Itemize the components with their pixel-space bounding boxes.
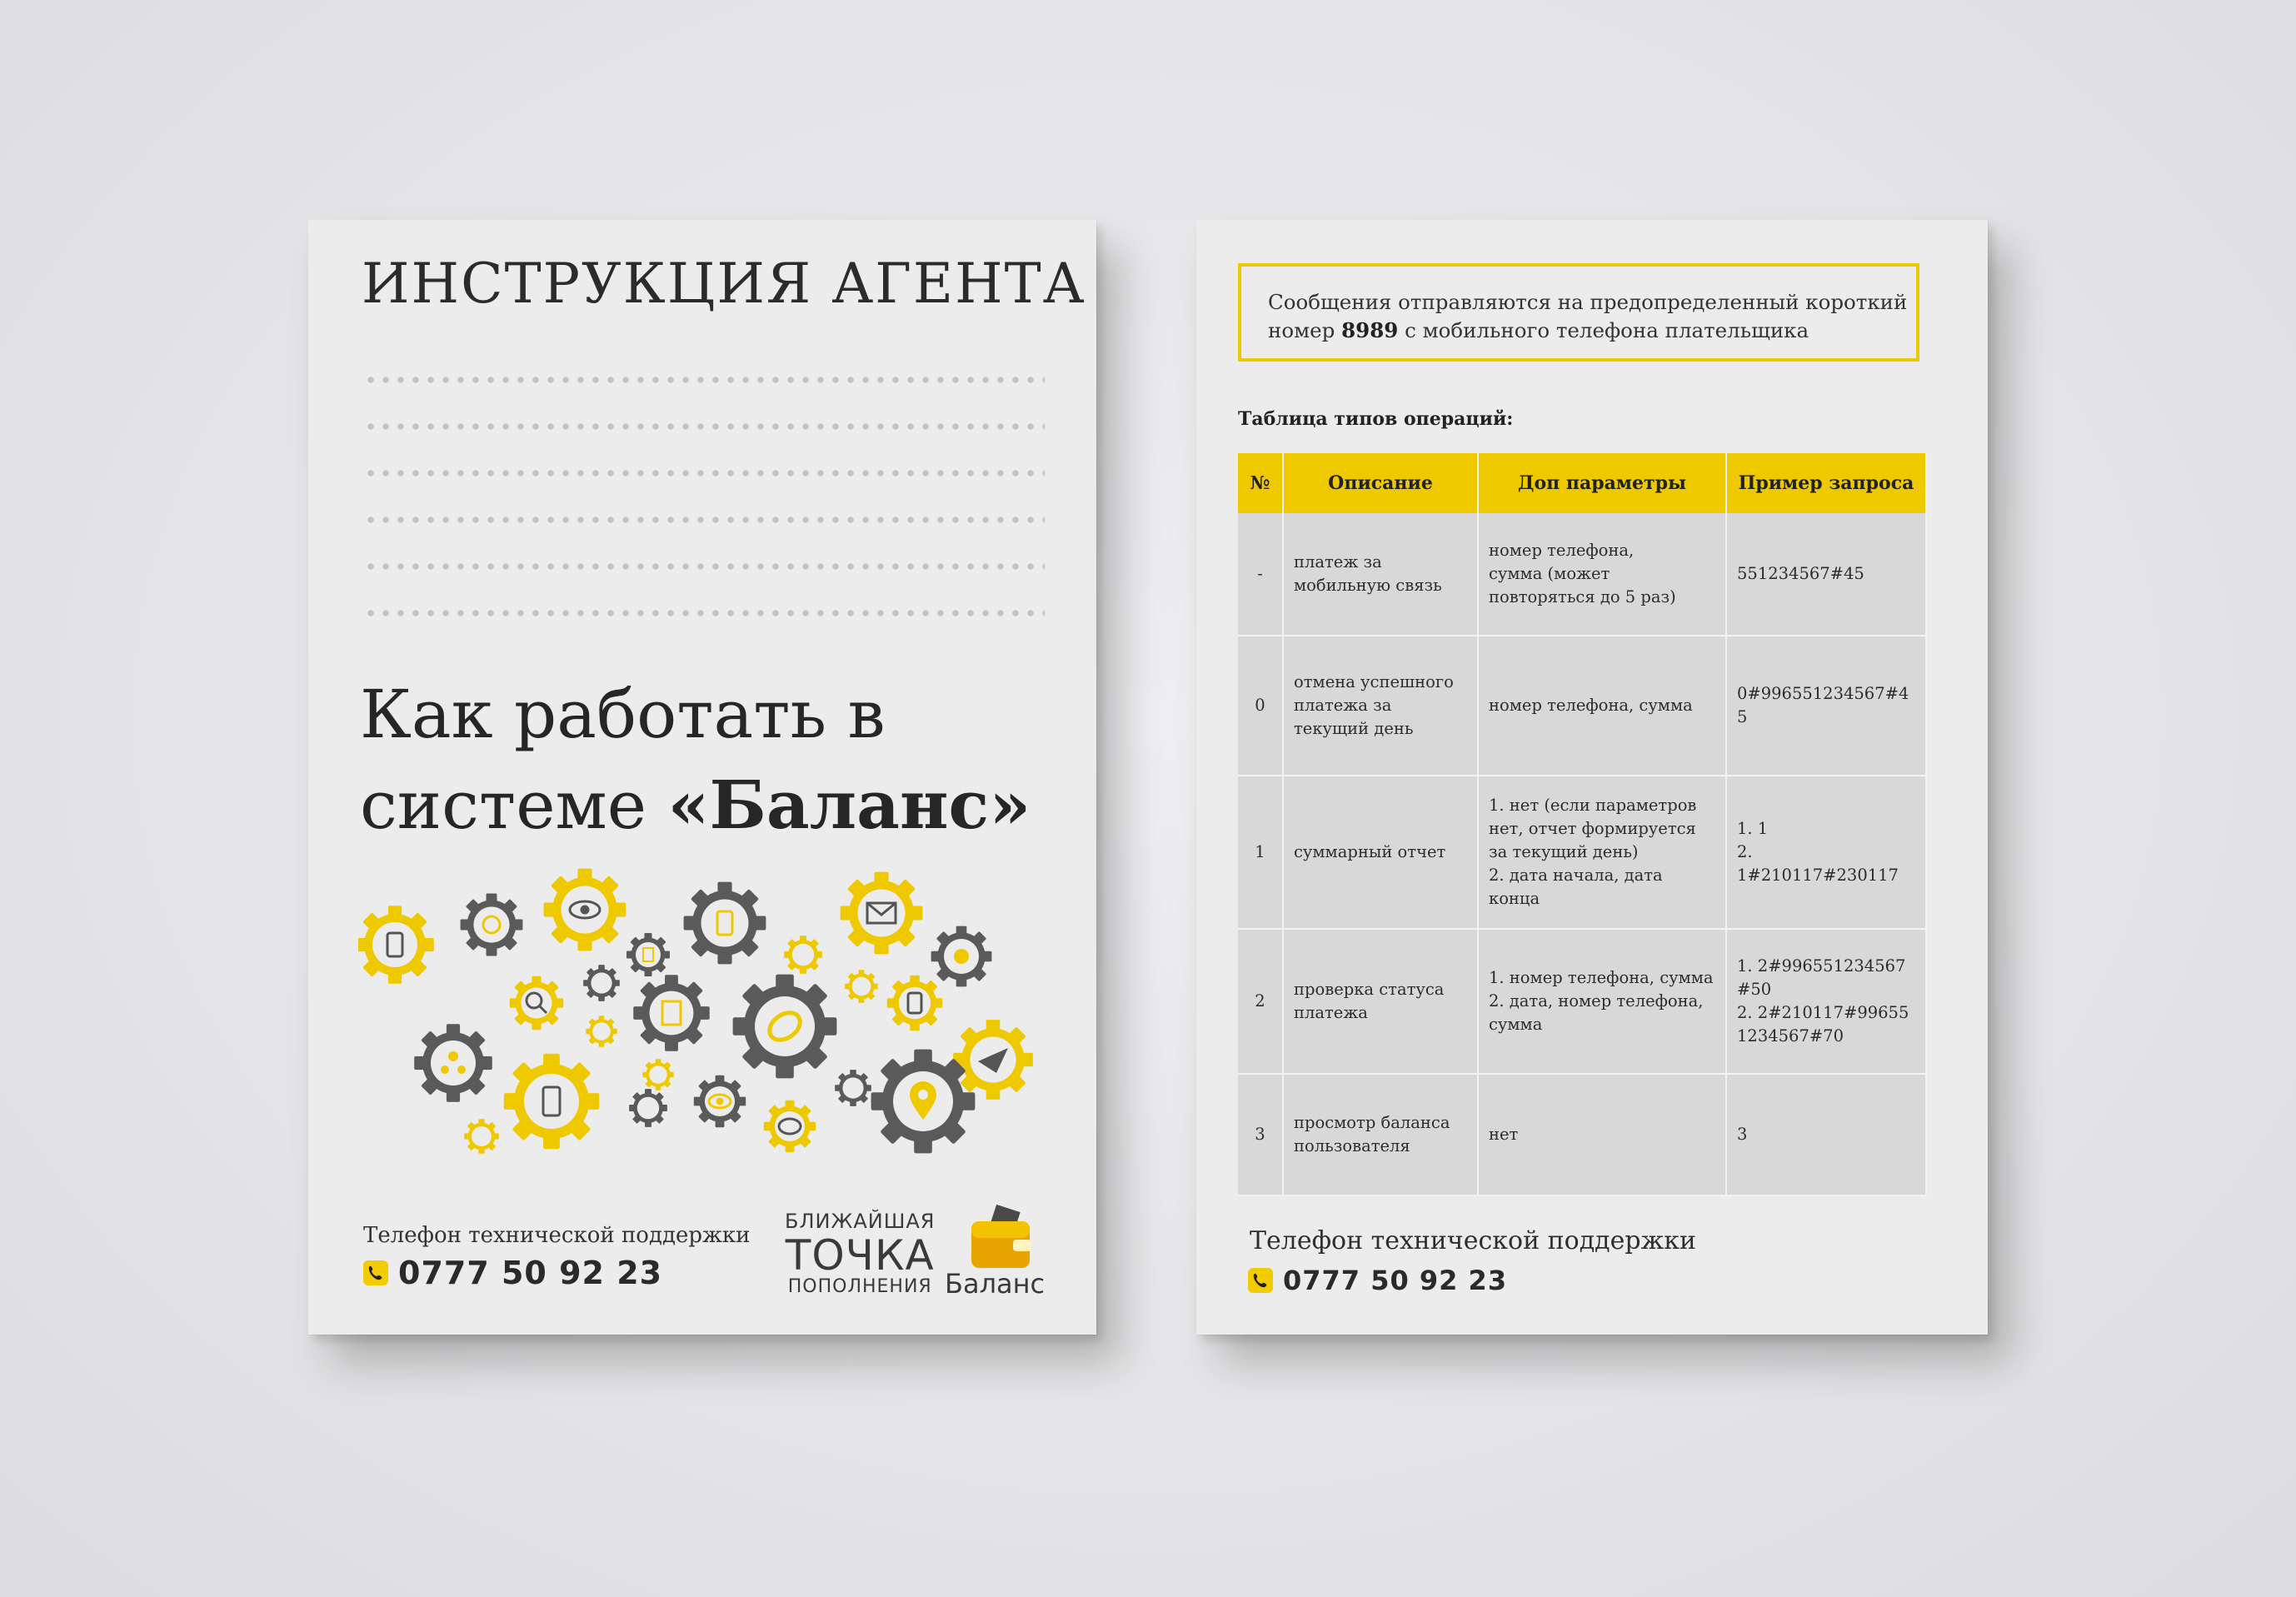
dotted-line	[363, 470, 1045, 477]
nearest-point-logo	[785, 1211, 935, 1296]
gear-icon	[583, 965, 620, 1001]
gear-icon	[464, 1119, 499, 1154]
gears-illustration	[358, 861, 1058, 1161]
cell-params: нет	[1478, 1074, 1726, 1195]
gear-icon	[642, 1059, 673, 1090]
header-params: Доп параметры	[1478, 453, 1726, 513]
gear-icon	[845, 970, 878, 1003]
cell-params: 1. номер телефона, сумма 2. дата, номер телефона, сумма	[1478, 929, 1726, 1074]
notice-suffix: с мобильного телефона плательщика	[1398, 318, 1809, 342]
cell-params: номер телефона, сумма	[1478, 636, 1726, 776]
cell-example: 1. 1 2. 1#210117#230117	[1726, 776, 1926, 929]
support-label: Телефон технической поддержки	[1250, 1226, 1696, 1255]
short-number: 8989	[1341, 318, 1399, 342]
cell-example: 3	[1726, 1074, 1926, 1195]
front-headline	[360, 670, 1031, 851]
cell-params: номер телефона, сумма (может повторяться до 5 раз)	[1478, 513, 1726, 636]
front-leaflet	[308, 220, 1096, 1335]
cell-desc: отмена успешного платежа за текущий день	[1283, 636, 1478, 776]
dotted-line	[363, 517, 1045, 523]
notice-prefix: номер	[1268, 318, 1342, 342]
gear-icon	[841, 872, 923, 955]
brand-line1: БЛИЖАЙШАЯ	[785, 1210, 936, 1233]
cell-example: 1. 2#996551234567 #50 2. 2#210117#99655 1234567#70	[1726, 929, 1926, 1074]
phone-icon	[363, 1260, 388, 1285]
headline-line2	[360, 760, 1031, 851]
gear-icon	[358, 906, 434, 984]
headline-brand: «Баланс»	[667, 766, 1031, 844]
cell-desc: платеж за мобильную связь	[1283, 513, 1478, 636]
dotted-line	[363, 377, 1045, 383]
header-num: №	[1238, 453, 1283, 513]
dotted-line	[363, 563, 1045, 570]
wallet-label: Баланс	[945, 1268, 1046, 1300]
table-header-row	[1238, 453, 1926, 513]
gear-icon	[461, 894, 523, 956]
table-row	[1238, 1074, 1926, 1195]
cell-num: 0	[1238, 636, 1283, 776]
dotted-line	[363, 610, 1045, 616]
gear-icon	[887, 976, 943, 1031]
cell-num: 1	[1238, 776, 1283, 929]
headline-prefix: системе	[360, 766, 668, 844]
cloud-icon	[954, 949, 969, 964]
gear-icon	[733, 975, 837, 1079]
support-phone[interactable]: 0777 50 92 23	[1283, 1265, 1508, 1296]
dotted-line	[363, 423, 1045, 430]
support-phone-row	[363, 1255, 662, 1291]
cell-desc: суммарный отчет	[1283, 776, 1478, 929]
cell-example: 0#996551234567#45	[1726, 636, 1926, 776]
cell-example: 551234567#45	[1726, 513, 1926, 636]
gear-icon	[586, 1016, 616, 1046]
gear-icon	[633, 975, 710, 1051]
notice-line1: Сообщения отправляются на предопределенный короткий	[1268, 290, 1908, 314]
operations-table	[1238, 453, 1927, 1196]
table-row	[1238, 513, 1926, 636]
table-row	[1238, 776, 1926, 929]
table-row	[1238, 929, 1926, 1074]
brand-line2: ТОЧКА	[785, 1231, 935, 1280]
gear-icon	[504, 1054, 599, 1149]
support-label: Телефон технической поддержки	[363, 1223, 751, 1248]
cell-num: 2	[1238, 929, 1283, 1074]
cell-desc: проверка статуса платежа	[1283, 929, 1478, 1074]
headline-line1: Как работать в	[360, 676, 886, 753]
gear-icon	[835, 1070, 871, 1106]
header-example: Пример запроса	[1726, 453, 1926, 513]
support-phone[interactable]: 0777 50 92 23	[398, 1255, 663, 1291]
gear-icon	[510, 976, 563, 1030]
gear-icon	[784, 936, 822, 974]
header-desc: Описание	[1283, 453, 1478, 513]
gear-icon	[684, 882, 766, 965]
support-phone-row	[1248, 1265, 1507, 1296]
notice-line2	[1268, 317, 1889, 345]
back-leaflet	[1196, 220, 1988, 1335]
cell-desc: просмотр баланса пользователя	[1283, 1074, 1478, 1195]
notice-box	[1238, 263, 1919, 362]
table-title: Таблица типов операций:	[1238, 408, 1514, 430]
gear-icon	[414, 1024, 492, 1102]
gear-icon	[629, 1089, 667, 1127]
gear-icon	[626, 933, 670, 976]
phone-icon	[1248, 1268, 1273, 1293]
gear-icon	[764, 1100, 816, 1152]
front-title: ИНСТРУКЦИЯ АГЕНТА	[362, 252, 1086, 316]
cell-num: -	[1238, 513, 1283, 636]
cell-params: 1. нет (если параметров нет, отчет формируется за текущий день) 2. дата начала, дата конца	[1478, 776, 1726, 929]
brand-line3: ПОПОЛНЕНИЯ	[787, 1276, 932, 1297]
table-row	[1238, 636, 1926, 776]
cell-num: 3	[1238, 1074, 1283, 1195]
